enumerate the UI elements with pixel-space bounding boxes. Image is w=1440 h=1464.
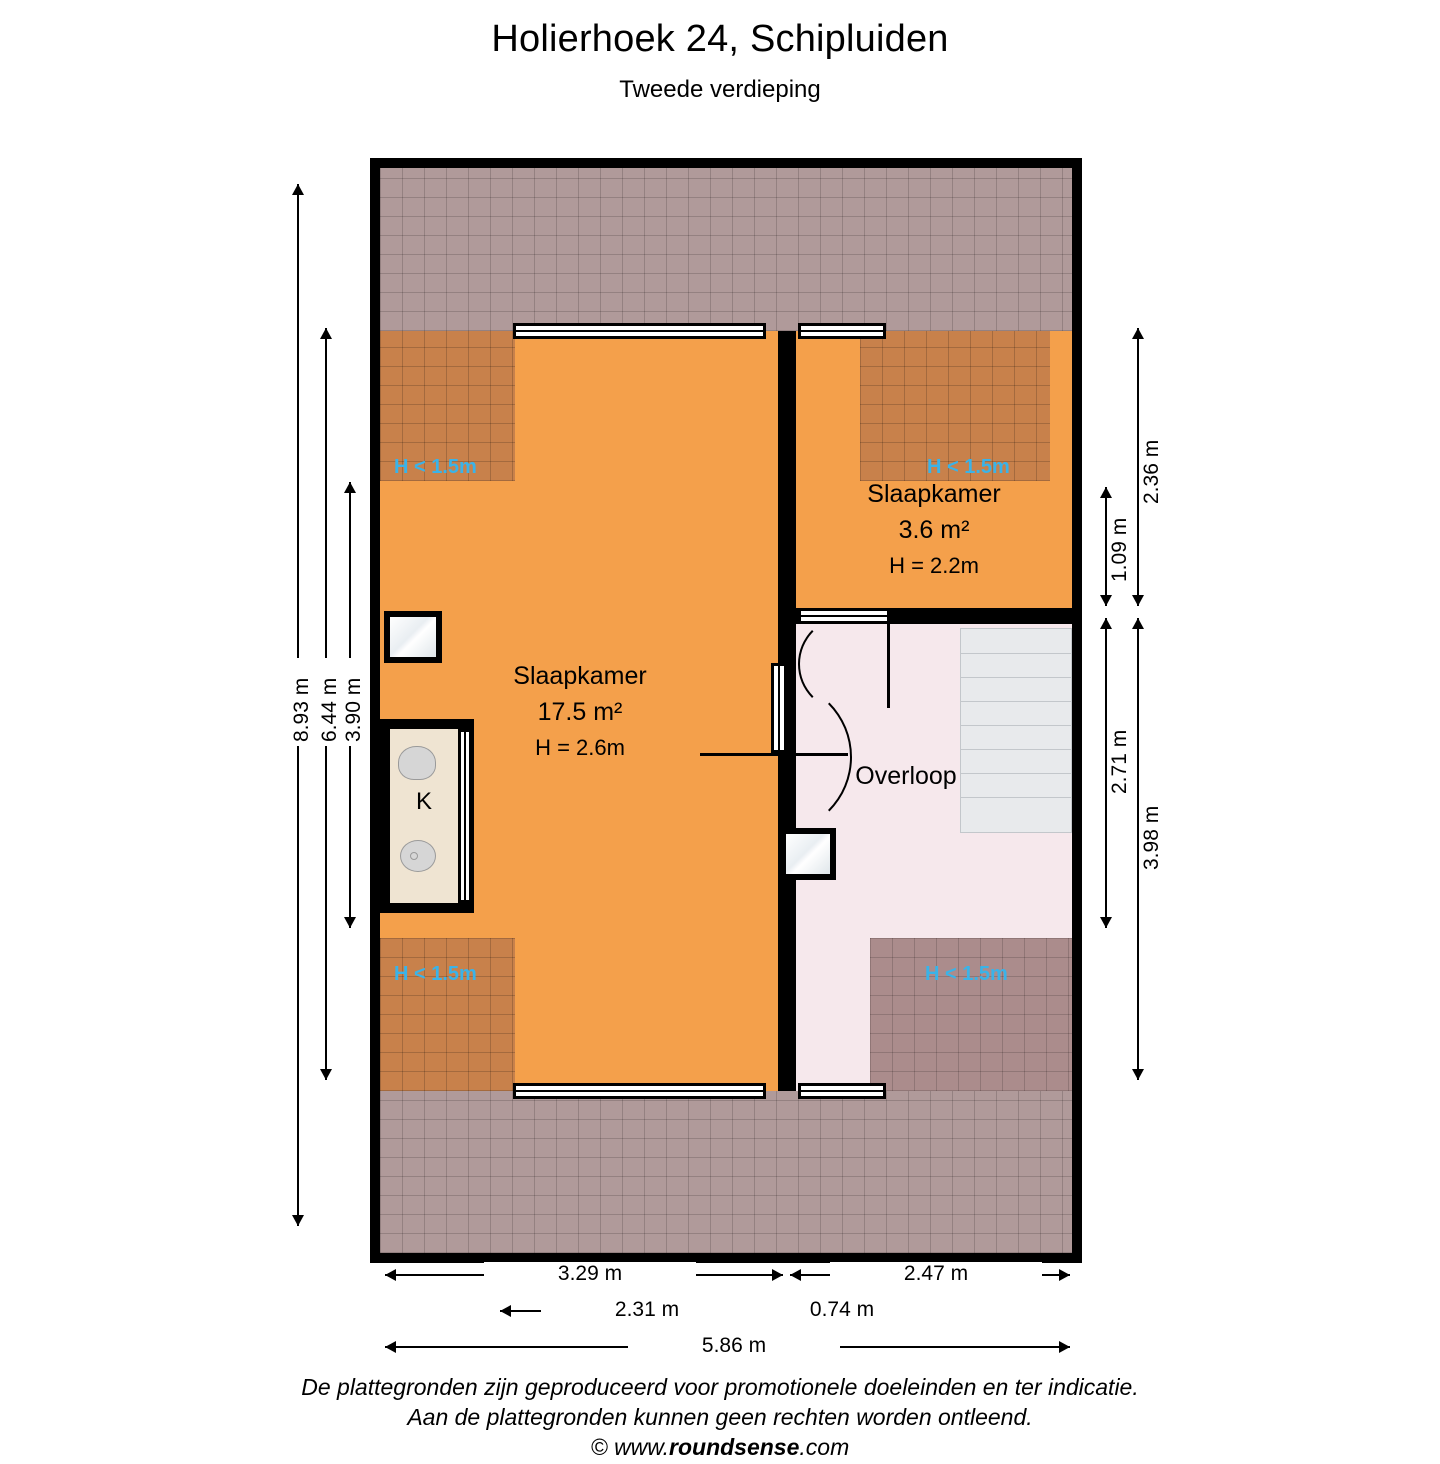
dim-label-6-44: 6.44 m xyxy=(318,658,342,746)
dim-label-3-29: 3.29 m xyxy=(484,1262,696,1286)
window-top-right xyxy=(798,323,886,339)
room-height: H = 2.6m xyxy=(535,735,625,760)
sink-fixture xyxy=(400,840,436,872)
footer-disclaimer-line1: De plattegronden zijn geproduceerd voor promotionele doeleinden en ter indicatie. xyxy=(301,1374,1139,1400)
dim-label-3-98: 3.98 m xyxy=(1140,786,1164,874)
page-title: Holierhoek 24, Schipluiden xyxy=(491,18,949,60)
copyright-suffix: .com xyxy=(799,1434,850,1460)
sink-tap xyxy=(410,852,418,860)
room-area: 3.6 m² xyxy=(898,516,970,544)
label-slaapkamer-large xyxy=(420,658,740,766)
low-height-marker-bottom-right: H < 1.5m xyxy=(925,963,1008,985)
low-height-marker-bottom-left: H < 1.5m xyxy=(394,963,477,985)
skylight-left xyxy=(384,611,442,663)
room-name: Slaapkamer xyxy=(867,480,1001,508)
dim-label-0-74: 0.74 m xyxy=(736,1298,948,1322)
window-bottom-right xyxy=(798,1083,886,1099)
overloop-door-swing xyxy=(798,616,894,712)
low-height-marker-top-left: H < 1.5m xyxy=(394,456,477,478)
label-slaapkamer-small xyxy=(796,476,1072,584)
roof-slope-bottom-right xyxy=(870,938,1072,1091)
floorplan-interior xyxy=(380,168,1072,1253)
low-height-marker-top-right: H < 1.5m xyxy=(927,456,1010,478)
dim-label-3-90: 3.90 m xyxy=(342,658,366,746)
room-height: H = 2.2m xyxy=(889,553,979,578)
roof-area-top xyxy=(380,168,1072,331)
dim-label-8-93: 8.93 m xyxy=(290,658,314,746)
dim-label-5-86: 5.86 m xyxy=(628,1334,840,1358)
staircase xyxy=(960,628,1072,833)
dim-label-2-71: 2.71 m xyxy=(1108,710,1132,798)
room-name: Slaapkamer xyxy=(513,662,647,690)
copyright-brand: roundsense xyxy=(669,1434,800,1460)
overloop-door-panel xyxy=(887,616,890,708)
dim-label-1-09: 1.09 m xyxy=(1108,498,1132,586)
roof-slope-bottom-left xyxy=(380,938,515,1091)
dim-label-2-36: 2.36 m xyxy=(1140,420,1164,508)
copyright-prefix: © www. xyxy=(590,1434,670,1460)
page-subtitle: Tweede verdieping xyxy=(619,76,821,103)
dim-label-2-31: 2.31 m xyxy=(541,1298,753,1322)
room-area: 17.5 m² xyxy=(537,698,623,726)
dim-label-2-47: 2.47 m xyxy=(830,1262,1042,1286)
room-name: Overloop xyxy=(855,762,957,790)
window-top-left xyxy=(513,323,766,339)
window-bottom-left xyxy=(513,1083,766,1099)
footer-copyright xyxy=(0,1430,1440,1464)
bathroom-label: K xyxy=(415,788,432,815)
footer-disclaimer-line2: Aan de plattegronden kunnen geen rechten worden ontleend. xyxy=(407,1404,1033,1430)
roof-area-bottom xyxy=(380,1091,1072,1253)
label-overloop xyxy=(796,758,1016,794)
floorplan-outline xyxy=(370,158,1082,1263)
skylight-landing xyxy=(780,828,836,880)
